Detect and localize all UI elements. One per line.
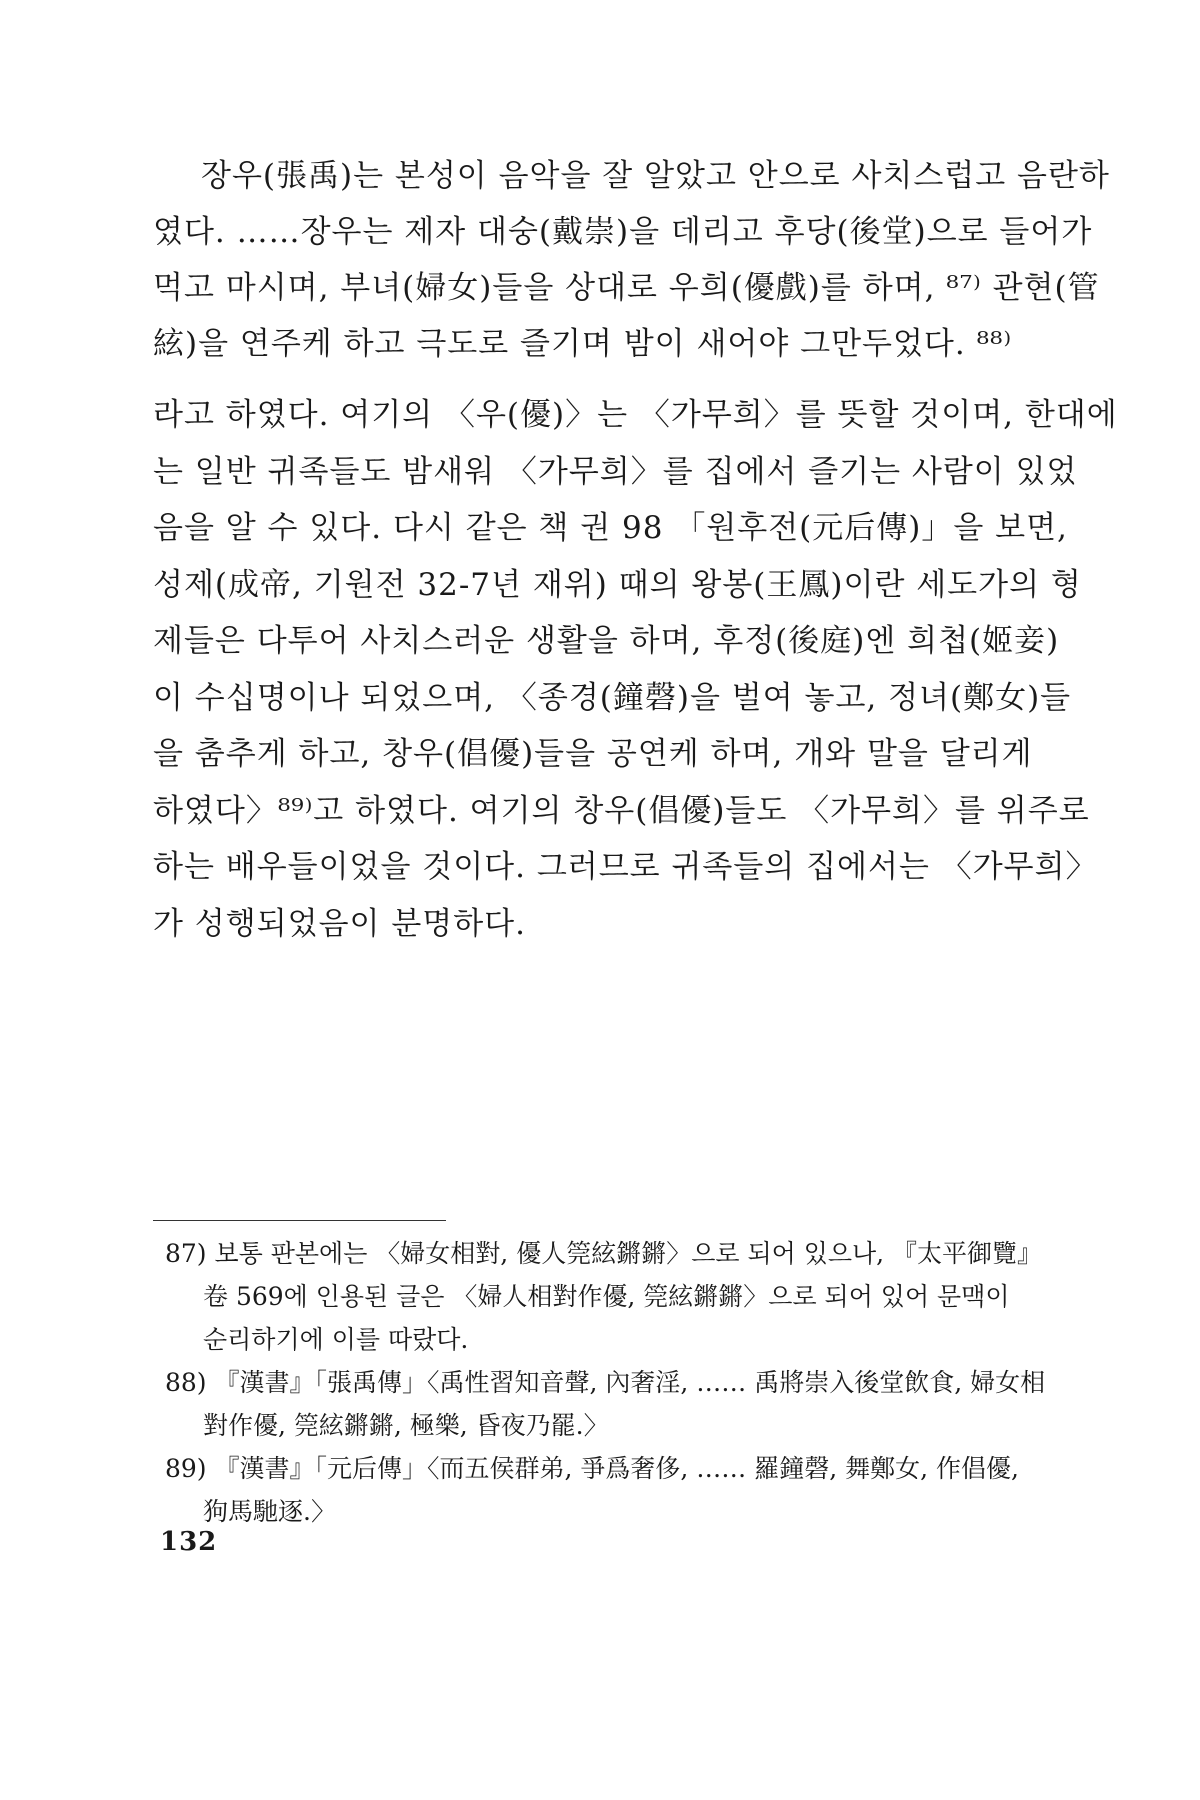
quote-line: 絃)을 연주케 하고 극도로 즐기며 밤이 새어야 그만두었다. ⁸⁸⁾ — [153, 326, 1013, 362]
page-number: 132 — [160, 1527, 218, 1557]
body-line: 하는 배우들이었을 것이다. 그러므로 귀족들의 집에서는 〈가무희〉 — [153, 849, 1098, 885]
footnote-line: 對作優, 筦絃鏘鏘, 極樂, 昏夜乃罷.〉 — [203, 1411, 609, 1440]
body-paragraph — [153, 387, 1118, 952]
footnote-line: 卷 569에 인용된 글은 〈婦人相對作優, 筦絃鏘鏘〉으로 되어 있어 문맥이 — [203, 1282, 1010, 1311]
body-line: 이 수십명이나 되었으며, 〈종경(鐘磬)을 벌여 놓고, 정녀(鄭女)들 — [153, 679, 1072, 716]
body-line: 는 일반 귀족들도 밤새워 〈가무희〉를 집에서 즐기는 사람이 있었 — [153, 453, 1078, 490]
footnote-line: 87) 보통 판본에는 〈婦女相對, 優人筦絃鏘鏘〉으로 되어 있으나, 『太平御覽』 — [165, 1239, 1043, 1268]
footnote-line: 순리하기에 이를 따랐다. — [203, 1325, 469, 1354]
footnote-divider — [153, 1220, 446, 1221]
quote-line: 장우(張禹)는 본성이 음악을 잘 알았고 안으로 사치스럽고 음란하 — [201, 158, 1110, 194]
footnotes — [165, 1232, 1046, 1533]
footnote-87 — [165, 1232, 1043, 1361]
footnote-line: 狗馬馳逐.〉 — [203, 1497, 336, 1526]
body-line: 성제(成帝, 기원전 32-7년 재위) 때의 왕봉(王鳳)이란 세도가의 형 — [153, 566, 1082, 603]
footnote-line: 88) 『漢書』「張禹傳」〈禹性習知音聲, 內奢淫, …… 禹將崇入後堂飲食, 婦女相 — [165, 1368, 1046, 1397]
body-line: 라고 하였다. 여기의 〈우(優)〉는 〈가무희〉를 뜻할 것이며, 한대에 — [153, 397, 1118, 433]
body-line: 제들은 다투어 사치스러운 생활을 하며, 후정(後庭)엔 희첩(姬妾) — [153, 623, 1060, 659]
footnote-88 — [165, 1361, 1046, 1447]
block-quote — [153, 148, 1110, 372]
footnote-line: 89) 『漢書』「元后傳」〈而五侯群弟, 爭爲奢侈, …… 羅鐘磬, 舞鄭女, 作倡優, — [165, 1454, 1019, 1483]
quote-line: 먹고 마시며, 부녀(婦女)들을 상대로 우희(優戲)를 하며, ⁸⁷⁾ 관현(管 — [153, 270, 1100, 306]
body-line: 을 춤추게 하고, 창우(倡優)들을 공연케 하며, 개와 말을 달리게 — [153, 736, 1033, 772]
quote-line: 였다. ……장우는 제자 대숭(戴崇)을 데리고 후당(後堂)으로 들어가 — [153, 214, 1093, 250]
body-line: 가 성행되었음이 분명하다. — [153, 905, 526, 942]
footnote-89 — [165, 1447, 1035, 1533]
body-line: 하였다〉⁸⁹⁾고 하였다. 여기의 창우(倡優)들도 〈가무희〉를 위주로 — [153, 792, 1090, 829]
body-line: 음을 알 수 있다. 다시 같은 책 권 98 「원후전(元后傳)」을 보면, — [153, 510, 1068, 546]
